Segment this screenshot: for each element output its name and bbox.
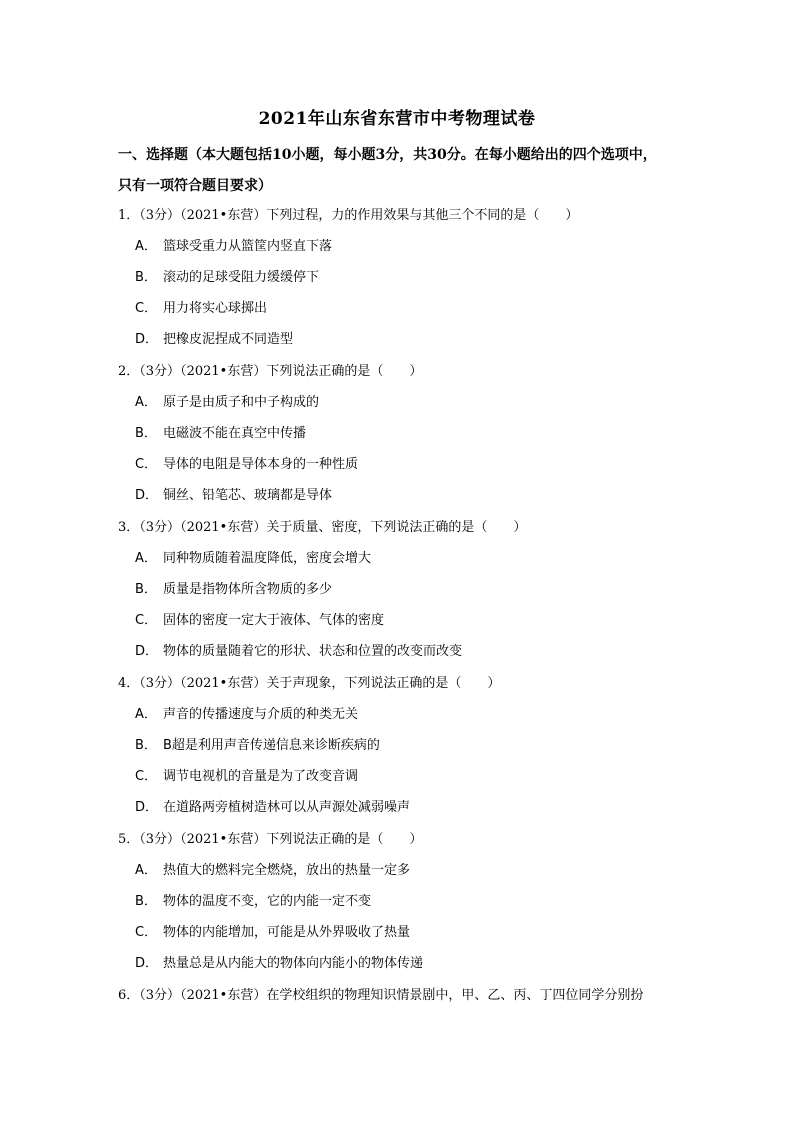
question-4-stem	[118, 674, 500, 694]
question-score: （3分）	[139, 832, 181, 847]
option-text: 固体的密度一定大于液体、气体的密度	[163, 613, 385, 628]
question-number: 2．	[118, 364, 140, 379]
question-source: （2021•东营）	[180, 520, 267, 535]
question-3-option-c	[135, 611, 384, 631]
question-text: 在学校组织的物理知识情景剧中，甲、乙、丙、丁四位同学分别扮	[266, 988, 644, 1003]
option-text: 同种物质随着温度降低，密度会增大	[163, 551, 372, 566]
question-1-option-d	[135, 330, 293, 350]
question-2-option-a	[135, 393, 319, 413]
option-letter: B．	[135, 738, 157, 753]
question-5-option-c	[135, 923, 410, 943]
option-text: 物体的温度不变，它的内能一定不变	[163, 894, 372, 909]
option-letter: B．	[135, 426, 157, 441]
option-letter: D．	[135, 956, 159, 971]
question-number: 1．	[118, 208, 140, 223]
question-score: （3分）	[139, 676, 181, 691]
question-4-option-c	[135, 767, 358, 787]
option-letter: D．	[135, 332, 159, 347]
question-2-stem	[118, 362, 422, 382]
section-heading-line-1: 一、选择题（本大题包括10小题，每小题3分，共30分。在每小题给出的四个选项中，	[118, 147, 657, 163]
question-3-option-a	[135, 549, 371, 569]
option-text: 铜丝、铅笔芯、玻璃都是导体	[163, 488, 333, 503]
question-1-stem	[118, 206, 578, 226]
option-letter: D．	[135, 644, 159, 659]
option-text: 原子是由质子和中子构成的	[163, 395, 320, 410]
option-letter: C．	[135, 301, 158, 316]
question-1-option-b	[135, 268, 319, 288]
question-4-option-b	[135, 736, 380, 756]
question-text: 关于声现象，下列说法正确的是（ ）	[266, 676, 501, 691]
option-text: B超是利用声音传递信息来诊断疾病的	[163, 738, 380, 753]
page-title: 2021年山东省东营市中考物理试卷	[258, 109, 536, 129]
question-number: 4．	[118, 676, 140, 691]
question-text: 关于质量、密度，下列说法正确的是（ ）	[266, 520, 527, 535]
question-text: 下列说法正确的是（ ）	[266, 364, 423, 379]
question-1-option-c	[135, 299, 267, 319]
option-text: 热量总是从内能大的物体向内能小的物体传递	[163, 956, 424, 971]
question-text: 下列说法正确的是（ ）	[266, 832, 423, 847]
option-letter: B．	[135, 894, 157, 909]
question-score: （3分）	[139, 208, 181, 223]
question-1-option-a	[135, 237, 332, 257]
option-text: 物体的质量随着它的形状、状态和位置的改变而改变	[163, 644, 463, 659]
question-2-option-b	[135, 424, 306, 444]
option-text: 滚动的足球受阻力缓缓停下	[163, 270, 320, 285]
question-6-stem	[118, 986, 643, 1006]
question-3-option-d	[135, 642, 462, 662]
question-3-stem	[118, 518, 526, 538]
question-number: 5．	[118, 832, 140, 847]
question-text: 下列过程，力的作用效果与其他三个不同的是（ ）	[266, 208, 579, 223]
option-text: 把橡皮泥捏成不同造型	[163, 332, 294, 347]
option-text: 篮球受重力从篮筐内竖直下落	[163, 239, 333, 254]
option-letter: C．	[135, 613, 158, 628]
option-text: 在道路两旁植树造林可以从声源处减弱噪声	[163, 800, 411, 815]
question-number: 6．	[118, 988, 140, 1003]
option-letter: A．	[135, 551, 157, 566]
question-5-option-a	[135, 861, 410, 881]
option-text: 热值大的燃料完全燃烧，放出的热量一定多	[163, 863, 411, 878]
question-source: （2021•东营）	[180, 988, 267, 1003]
option-letter: D．	[135, 488, 159, 503]
option-text: 用力将实心球掷出	[163, 301, 268, 316]
option-letter: B．	[135, 270, 157, 285]
option-text: 物体的内能增加，可能是从外界吸收了热量	[163, 925, 411, 940]
option-letter: C．	[135, 769, 158, 784]
option-text: 调节电视机的音量是为了改变音调	[163, 769, 359, 784]
question-5-option-d	[135, 954, 423, 974]
option-text: 质量是指物体所含物质的多少	[163, 582, 333, 597]
question-score: （3分）	[139, 364, 181, 379]
option-letter: C．	[135, 457, 158, 472]
question-3-option-b	[135, 580, 332, 600]
option-letter: A．	[135, 239, 157, 254]
option-text: 导体的电阻是导体本身的一种性质	[163, 457, 359, 472]
question-source: （2021•东营）	[180, 208, 267, 223]
question-score: （3分）	[139, 988, 181, 1003]
option-letter: A．	[135, 863, 157, 878]
option-text: 声音的传播速度与介质的种类无关	[163, 707, 359, 722]
question-source: （2021•东营）	[180, 364, 267, 379]
question-4-option-a	[135, 705, 358, 725]
option-letter: C．	[135, 925, 158, 940]
question-4-option-d	[135, 798, 410, 818]
question-score: （3分）	[139, 520, 181, 535]
question-source: （2021•东营）	[180, 832, 267, 847]
question-source: （2021•东营）	[180, 676, 267, 691]
option-letter: A．	[135, 395, 157, 410]
question-5-stem	[118, 830, 422, 850]
question-2-option-c	[135, 455, 358, 475]
section-heading-line-2: 只有一项符合题目要求）	[118, 178, 272, 194]
option-letter: D．	[135, 800, 159, 815]
question-2-option-d	[135, 486, 332, 506]
question-number: 3．	[118, 520, 140, 535]
option-letter: B．	[135, 582, 157, 597]
option-text: 电磁波不能在真空中传播	[163, 426, 307, 441]
question-5-option-b	[135, 892, 371, 912]
option-letter: A．	[135, 707, 157, 722]
